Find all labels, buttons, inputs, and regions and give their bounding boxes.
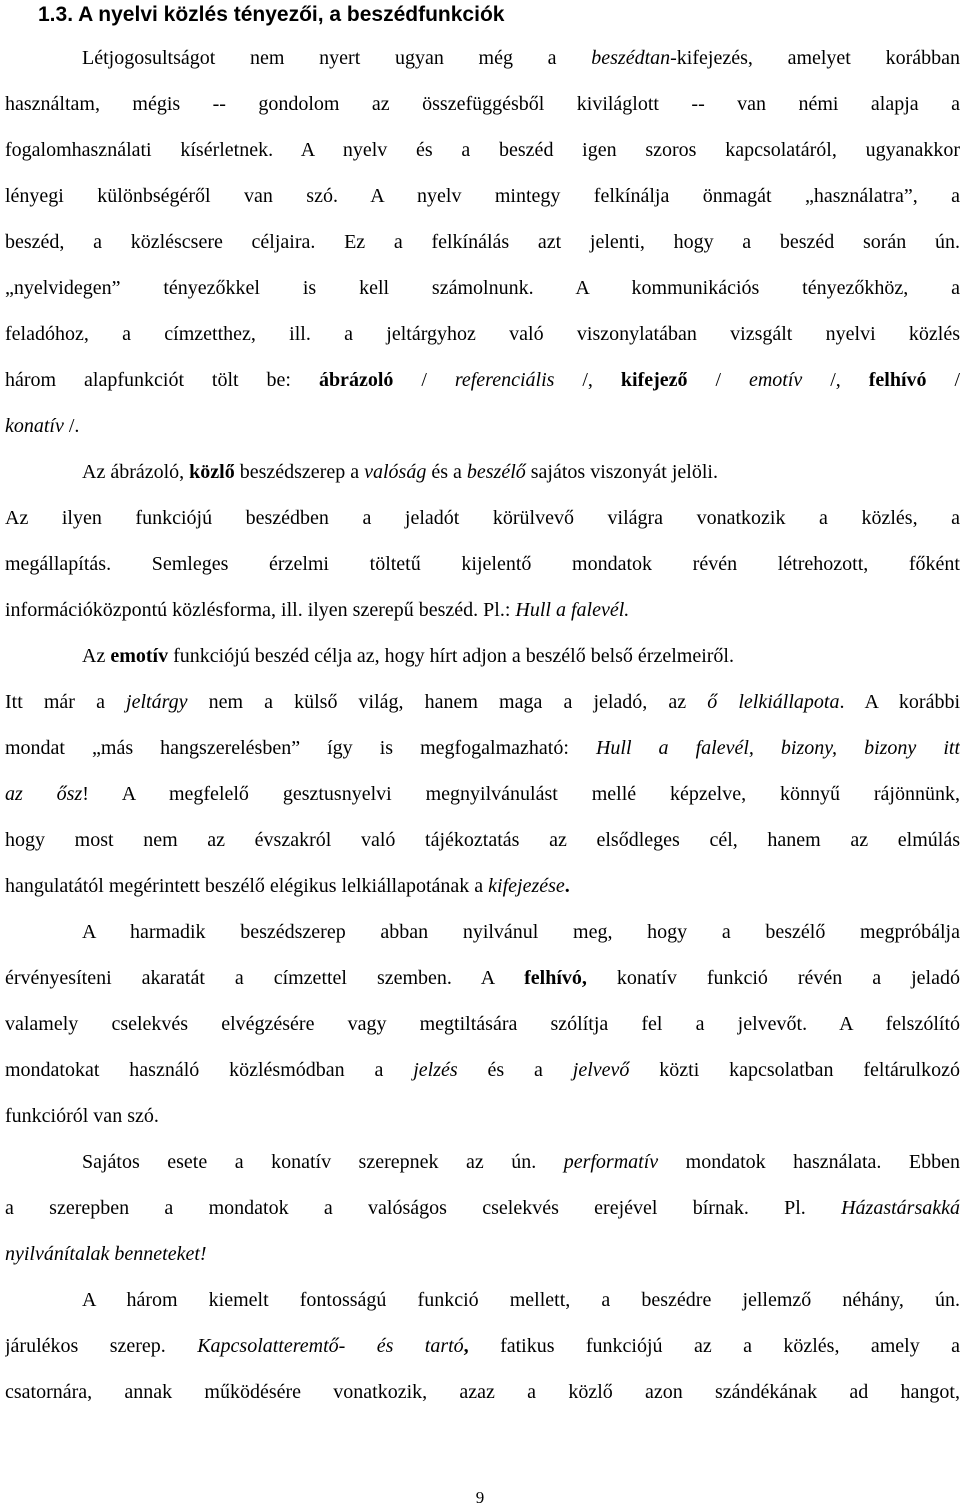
text-line — [5, 503, 960, 533]
text-run: feladóhoz, a címzetthez, ill. a jeltárgyhoz való viszonylatában vizsgált nyelvi közlés — [5, 323, 960, 345]
text-line — [5, 181, 960, 211]
text-run: konatív funkció révén a jeladó — [586, 967, 960, 989]
text-line — [5, 1377, 960, 1407]
text-line — [5, 273, 960, 303]
text-line — [5, 1055, 960, 1085]
page-number: 9 — [475, 1488, 485, 1507]
text-line — [82, 917, 960, 947]
text-line — [5, 1101, 960, 1131]
bold-term: ábrázoló — [318, 369, 394, 391]
text-line — [82, 43, 960, 73]
text-run: funkcióról van szó. — [5, 1105, 159, 1127]
text-line — [82, 641, 960, 671]
italic-term: emotív — [748, 369, 803, 391]
italic-term: jelzés — [413, 1059, 458, 1081]
italic-term: lelkiállapota — [738, 691, 840, 713]
bold-term: felhívó, — [524, 967, 587, 989]
text-line — [5, 963, 960, 993]
text-run: hogy most nem az évszakról való tájékoztatás az elsődleges cél, hanem az elmúlás — [5, 829, 960, 851]
text-run: fogalomhasználati kísérletnek. A nyelv és a beszéd igen szoros kapcsolatáról, ugyanakkor — [5, 139, 960, 161]
text-line — [5, 227, 960, 257]
bold-term: . — [564, 875, 570, 897]
bold-term: felhívó — [868, 369, 927, 391]
text-line — [82, 1147, 960, 1177]
bold-term: , — [463, 1335, 469, 1357]
text-run: Az — [82, 645, 111, 667]
text-run: . A korábbi — [839, 691, 960, 713]
text-run — [717, 691, 738, 713]
text-line — [82, 1285, 960, 1315]
italic-term: kifejezése — [488, 875, 565, 897]
text-run: hangulatától megérintett beszélő elégikus lelkiállapotának a — [5, 875, 489, 897]
text-line — [5, 825, 960, 855]
text-run: mondatok használata. Ebben — [658, 1151, 960, 1173]
text-line — [5, 779, 960, 809]
text-run: A harmadik beszédszerep abban nyilvánul meg, hogy a beszélő megpróbálja — [82, 921, 960, 943]
text-line — [5, 595, 960, 625]
text-run: Létjogosultságot nem nyert ugyan még a — [82, 47, 592, 69]
text-run: -kifejezés, amelyet korábban — [670, 47, 960, 69]
text-run: Az ábrázoló, — [82, 461, 190, 483]
text-run: csatornára, annak működésére vonatkozik, azaz a közlő azon szándékának ad hangot, — [5, 1381, 960, 1403]
italic-term: performatív — [563, 1151, 659, 1173]
text-line — [5, 687, 960, 717]
text-run: valamely cselekvés elvégzésére vagy megtiltására szólítja fel a jelvevőt. A felszólító — [5, 1013, 960, 1035]
text-run: beszédszerep a — [234, 461, 365, 483]
text-run: /, — [802, 369, 869, 391]
italic-term: valóság — [364, 461, 427, 483]
section-heading: 1.3. A nyelvi közlés tényezői, a beszédfunkciók — [38, 3, 505, 26]
text-run: és a — [457, 1059, 573, 1081]
text-run: és a — [426, 461, 467, 483]
text-run: mondatokat használó közlésmódban a — [5, 1059, 414, 1081]
italic-term: Hull a falevél, bizony, bizony itt — [595, 737, 960, 759]
text-line — [5, 549, 960, 579]
text-line — [5, 411, 960, 441]
italic-term: nyilvánítalak benneteket! — [5, 1243, 207, 1265]
bold-term: emotív — [110, 645, 169, 667]
text-run: információközpontú közlésforma, ill. ilyen szerepű beszéd. Pl.: — [5, 599, 516, 621]
italic-term: Hull a falevél. — [515, 599, 630, 621]
text-run: három alapfunkciót tölt be: — [5, 369, 319, 391]
italic-term: jeltárgy — [126, 691, 188, 713]
bold-term: közlő — [189, 461, 235, 483]
text-run: / — [393, 369, 455, 391]
italic-term: beszédtan — [591, 47, 671, 69]
bold-term: kifejező — [620, 369, 688, 391]
text-run: a szerepben a mondatok a valóságos cselekvés erejével bírnak. Pl. — [5, 1197, 842, 1219]
text-run: sajátos viszonyát jelöli. — [525, 461, 718, 483]
text-run: A három kiemelt fontosságú funkció mellett, a beszédre jellemző néhány, ún. — [82, 1289, 960, 1311]
text-run: /, — [554, 369, 621, 391]
italic-term: konatív — [5, 415, 64, 437]
italic-term: Házastársakká — [841, 1197, 960, 1219]
text-line — [5, 1331, 960, 1361]
text-run: / — [687, 369, 749, 391]
text-run: ! A megfelelő gesztusnyelvi megnyilvánulást mellé képzelve, könnyű rájönnünk, — [82, 783, 960, 805]
text-run: Sajátos esete a konatív szerepnek az ún. — [82, 1151, 564, 1173]
text-line — [5, 1009, 960, 1039]
text-line — [5, 1239, 960, 1269]
text-line — [5, 365, 960, 395]
text-run: közti kapcsolatban feltárulkozó — [629, 1059, 960, 1081]
text-run: / — [926, 369, 960, 391]
text-run: Az ilyen funkciójú beszédben a jeladót körülvevő világra vonatkozik a közlés, a — [5, 507, 960, 529]
italic-term: referenciális — [454, 369, 555, 391]
italic-term: beszélő — [466, 461, 526, 483]
text-run: használtam, mégis -- gondolom az összefüggésből kiviláglott -- van némi alapja a — [5, 93, 960, 115]
text-line — [5, 135, 960, 165]
text-run: fatikus funkciójú az a közlés, amely a — [468, 1335, 960, 1357]
text-run: járulékos szerep. — [5, 1335, 198, 1357]
text-line — [5, 1193, 960, 1223]
italic-term: ő — [707, 691, 718, 713]
text-line — [5, 871, 960, 901]
italic-term: az ősz — [5, 783, 83, 805]
text-line — [82, 457, 960, 487]
italic-term: Kapcsolatteremtő- és tartó — [197, 1335, 464, 1357]
text-run: lényegi különbségéről van szó. A nyelv mintegy felkínálja önmagát „használatra”, a — [5, 185, 960, 207]
text-line — [5, 319, 960, 349]
text-run: „nyelvidegen” tényezőkkel is kell számolnunk. A kommunikációs tényezőkhöz, a — [5, 277, 960, 299]
text-run: beszéd, a közléscsere céljaira. Ez a felkínálás azt jelenti, hogy a beszéd során ún. — [5, 231, 960, 253]
text-run: Itt már a — [5, 691, 127, 713]
text-line — [5, 89, 960, 119]
text-run: funkciójú beszéd célja az, hogy hírt adjon a beszélő belső érzelmeiről. — [168, 645, 734, 667]
text-run: megállapítás. Semleges érzelmi töltetű kijelentő mondatok révén létrehozott, főként — [5, 553, 960, 575]
text-run: nem a külső világ, hanem maga a jeladó, az — [187, 691, 708, 713]
text-run: érvényesíteni akaratát a címzettel szemben. A — [5, 967, 525, 989]
text-run: /. — [63, 415, 80, 437]
italic-term: jelvevő — [572, 1059, 630, 1081]
text-line — [5, 733, 960, 763]
text-run: mondat „más hangszerelésben” így is megfogalmazható: — [5, 737, 596, 759]
